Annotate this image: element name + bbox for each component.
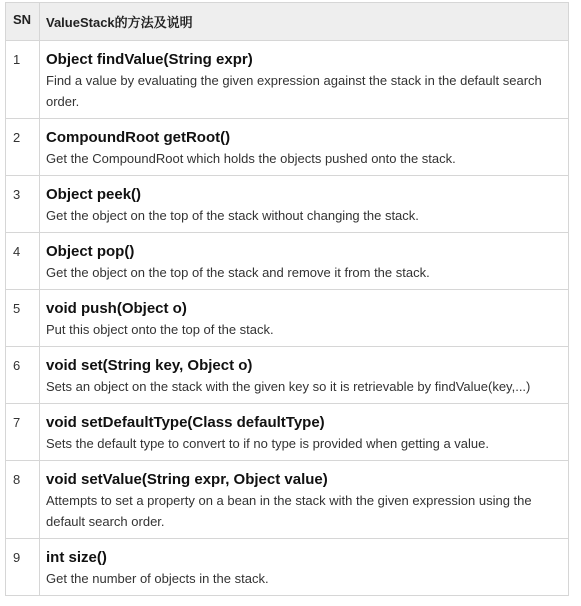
method-description: Attempts to set a property on a bean in the stack with the given expression using the default search order.: [46, 493, 532, 529]
row-sn: 1: [6, 41, 40, 119]
row-description-cell: [40, 347, 569, 404]
row-description-cell: [40, 233, 569, 290]
method-signature: void set(String key, Object o): [46, 357, 253, 374]
row-description-cell: [40, 404, 569, 461]
valuestack-methods-table-container: [5, 2, 576, 596]
table-row: [6, 347, 569, 404]
row-description-cell: [40, 461, 569, 539]
method-signature: void setDefaultType(Class defaultType): [46, 414, 325, 431]
method-description: Sets an object on the stack with the given key so it is retrievable by findValue(key,...): [46, 379, 531, 394]
table-row: [6, 176, 569, 233]
method-signature: Object pop(): [46, 243, 135, 260]
table-row: [6, 41, 569, 119]
method-signature: CompoundRoot getRoot(): [46, 129, 231, 146]
table-row: [6, 461, 569, 539]
method-description: Find a value by evaluating the given expression against the stack in the default search order.: [46, 73, 542, 109]
row-sn: 6: [6, 347, 40, 404]
row-sn: 2: [6, 119, 40, 176]
method-description: Put this object onto the top of the stack.: [46, 322, 274, 337]
table-row: [6, 119, 569, 176]
row-sn: 3: [6, 176, 40, 233]
method-description: Sets the default type to convert to if no type is provided when getting a value.: [46, 436, 489, 451]
table-row: [6, 233, 569, 290]
method-signature: void push(Object o): [46, 300, 187, 317]
table-header-row: [6, 3, 569, 41]
row-description-cell: [40, 290, 569, 347]
table-row: [6, 404, 569, 461]
method-description: Get the object on the top of the stack without changing the stack.: [46, 208, 419, 223]
method-description: Get the object on the top of the stack and remove it from the stack.: [46, 265, 430, 280]
row-description-cell: [40, 119, 569, 176]
row-sn: 9: [6, 539, 40, 596]
method-signature: int size(): [46, 549, 107, 566]
row-sn: 7: [6, 404, 40, 461]
valuestack-methods-table: [5, 2, 569, 596]
header-title: ValueStack的方法及说明: [40, 3, 569, 41]
table-row: [6, 539, 569, 596]
row-description-cell: [40, 41, 569, 119]
method-signature: void setValue(String expr, Object value): [46, 471, 328, 488]
method-signature: Object findValue(String expr): [46, 51, 253, 68]
method-description: Get the number of objects in the stack.: [46, 571, 269, 586]
row-description-cell: [40, 176, 569, 233]
table-row: [6, 290, 569, 347]
header-sn: SN: [6, 3, 40, 41]
method-signature: Object peek(): [46, 186, 142, 203]
row-sn: 8: [6, 461, 40, 539]
row-sn: 5: [6, 290, 40, 347]
row-description-cell: [40, 539, 569, 596]
method-description: Get the CompoundRoot which holds the objects pushed onto the stack.: [46, 151, 456, 166]
row-sn: 4: [6, 233, 40, 290]
